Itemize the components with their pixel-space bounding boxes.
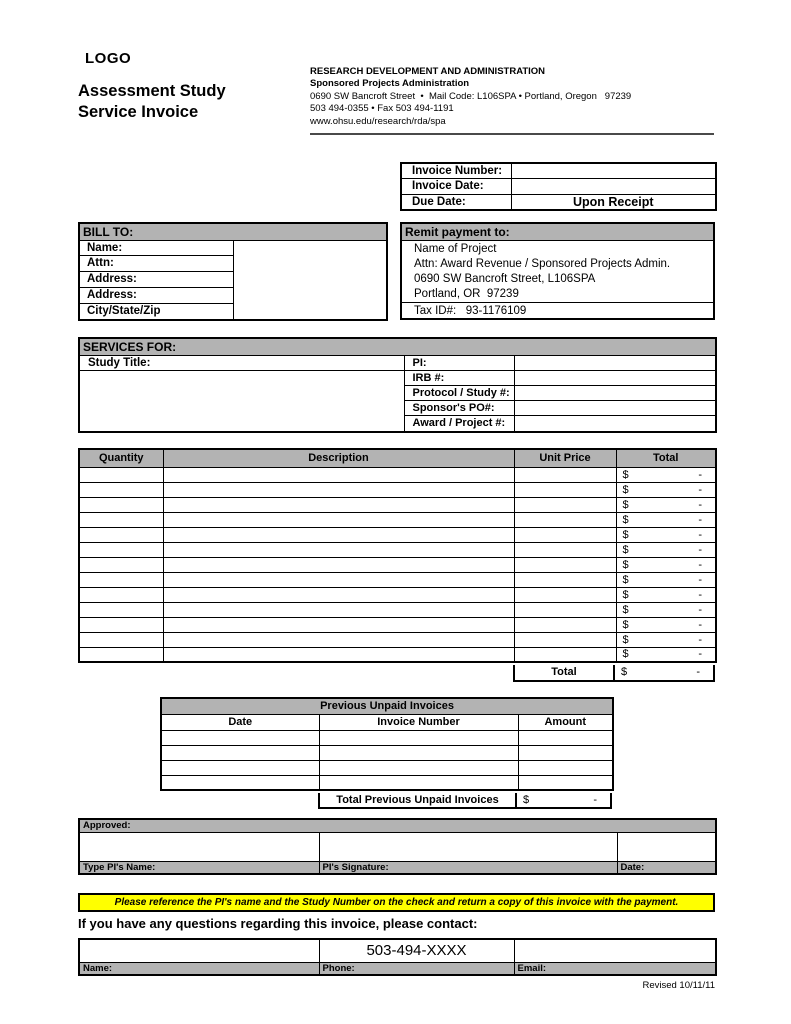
empty-amount: - (698, 633, 702, 646)
line-total-cell (616, 512, 716, 527)
services-header: SERVICES FOR: (79, 338, 716, 355)
previous-invoice-row (161, 745, 613, 760)
line-item-row (79, 587, 716, 602)
empty-amount: - (698, 543, 702, 556)
description-cell[interactable] (163, 467, 514, 482)
line-item-row (79, 632, 716, 647)
line-item-row (79, 602, 716, 617)
previous-invoice-number-cell[interactable] (319, 745, 518, 760)
previous-invoices-table (160, 697, 614, 791)
line-total-cell (616, 482, 716, 497)
description-column-header: Description (163, 449, 514, 467)
items-total-spacer (78, 665, 513, 682)
irb-field[interactable] (515, 371, 716, 386)
description-cell[interactable] (163, 572, 514, 587)
remit-section (400, 222, 715, 320)
unit-price-cell[interactable] (514, 512, 616, 527)
line-item-row (79, 527, 716, 542)
invoice-date-label: Invoice Date: (401, 179, 511, 195)
letterhead-org: RESEARCH DEVELOPMENT AND ADMINISTRATION (310, 66, 546, 77)
previous-invoices-total-row (160, 793, 612, 809)
unit-price-cell[interactable] (514, 587, 616, 602)
contact-email-label: Email: (514, 962, 716, 975)
currency-symbol: $ (622, 573, 629, 586)
previous-invoice-number-cell[interactable] (319, 760, 518, 775)
description-cell[interactable] (163, 557, 514, 572)
remit-line-4: Portland, OR 97239 (414, 288, 519, 301)
previous-invoice-row (161, 775, 613, 790)
document-title (78, 81, 226, 123)
unit-price-cell[interactable] (514, 647, 616, 662)
line-item-row (79, 572, 716, 587)
unit-price-cell[interactable] (514, 542, 616, 557)
line-item-row (79, 512, 716, 527)
study-title-cell (79, 355, 404, 432)
unit-price-column-header: Unit Price (514, 449, 616, 467)
description-cell[interactable] (163, 542, 514, 557)
quantity-cell[interactable] (79, 482, 163, 497)
logo: LOGO (85, 50, 132, 67)
quantity-cell[interactable] (79, 542, 163, 557)
due-date-label: Due Date: (401, 194, 511, 210)
currency-symbol: $ (622, 633, 629, 646)
approval-footer-row (79, 861, 716, 874)
unit-price-cell[interactable] (514, 527, 616, 542)
currency-symbol: $ (622, 558, 629, 571)
quantity-cell[interactable] (79, 632, 163, 647)
empty-amount: - (698, 483, 702, 496)
date-column-header: Date (161, 714, 319, 730)
description-cell[interactable] (163, 527, 514, 542)
protocol-study-field[interactable] (515, 386, 716, 401)
currency-symbol: $ (523, 794, 530, 806)
items-total-amount (615, 665, 715, 682)
line-total-cell (616, 542, 716, 557)
invoice-meta-table (400, 162, 717, 211)
bill-to-address1-label: Address: (80, 272, 233, 288)
due-date-value: Upon Receipt (511, 194, 716, 210)
invoice-number-field[interactable] (511, 163, 716, 179)
invoice-date-field[interactable] (511, 179, 716, 195)
approval-date-label: Date: (617, 861, 716, 874)
previous-total-spacer (160, 793, 318, 809)
contact-values-row (79, 939, 716, 962)
line-item-row (79, 497, 716, 512)
line-total-cell (616, 497, 716, 512)
currency-symbol: $ (622, 648, 629, 661)
contact-email-entry-area[interactable] (514, 939, 716, 962)
quantity-cell[interactable] (79, 572, 163, 587)
letterhead-dept: Sponsored Projects Administration (310, 78, 470, 90)
bill-to-entry-area[interactable] (233, 240, 387, 320)
previous-invoices-title-row (161, 698, 613, 714)
contact-heading: If you have any questions regarding this invoice, please contact: (78, 916, 478, 931)
due-date-row (401, 194, 716, 210)
line-total-cell (616, 572, 716, 587)
quantity-cell[interactable] (79, 467, 163, 482)
quantity-cell[interactable] (79, 602, 163, 617)
line-item-row (79, 467, 716, 482)
previous-invoices-header-row (161, 714, 613, 730)
document-title-line2: Service Invoice (78, 103, 199, 121)
description-cell[interactable] (163, 512, 514, 527)
approval-section (78, 818, 717, 875)
study-title-label: Study Title: (80, 356, 404, 371)
quantity-cell[interactable] (79, 587, 163, 602)
line-item-row (79, 617, 716, 632)
letterhead-website: www.ohsu.edu/research/rda/spa (310, 115, 446, 127)
letterhead-phone-fax: 503 494-0355 • Fax 503 494-1191 (310, 103, 454, 115)
invoice-number-label: Invoice Number: (401, 163, 511, 179)
line-total-cell (616, 557, 716, 572)
previous-invoice-amount-cell[interactable] (518, 730, 613, 745)
contact-footer-row (79, 962, 716, 975)
unit-price-cell[interactable] (514, 467, 616, 482)
currency-symbol: $ (622, 513, 629, 526)
bill-to-name-label: Name: (80, 241, 233, 257)
previous-total-label: Total Previous Unpaid Invoices (318, 793, 517, 809)
line-item-row (79, 647, 716, 662)
amount-column-header: Amount (518, 714, 613, 730)
quantity-cell[interactable] (79, 617, 163, 632)
revision-note: Revised 10/11/11 (642, 980, 715, 991)
previous-invoice-row (161, 760, 613, 775)
empty-amount: - (698, 498, 702, 511)
description-cell[interactable] (163, 647, 514, 662)
line-item-row (79, 482, 716, 497)
unit-price-cell[interactable] (514, 632, 616, 647)
remit-line-1: Name of Project (414, 242, 497, 255)
pi-signature-entry-area[interactable] (319, 832, 617, 861)
empty-amount: - (698, 528, 702, 541)
approved-header: Approved: (79, 819, 716, 832)
quantity-cell[interactable] (79, 647, 163, 662)
empty-amount: - (696, 666, 700, 678)
quantity-cell[interactable] (79, 497, 163, 512)
previous-invoice-number-cell[interactable] (319, 730, 518, 745)
unit-price-cell[interactable] (514, 602, 616, 617)
line-total-cell (616, 647, 716, 662)
bill-to-citystatezip-label: City/State/Zip (87, 304, 161, 317)
bill-to-section (78, 222, 388, 321)
remit-line-3: 0690 SW Bancroft Street, L106SPA (414, 272, 596, 285)
line-total-cell (616, 467, 716, 482)
previous-invoice-amount-cell[interactable] (518, 745, 613, 760)
line-total-cell (616, 602, 716, 617)
previous-invoices-title: Previous Unpaid Invoices (161, 698, 613, 714)
pi-field[interactable] (515, 356, 716, 371)
currency-symbol: $ (622, 483, 629, 496)
line-total-cell (616, 527, 716, 542)
approval-date-entry-area[interactable] (617, 832, 716, 861)
protocol-study-label: Protocol / Study #: (405, 386, 515, 401)
empty-amount: - (698, 603, 702, 616)
empty-amount: - (698, 513, 702, 526)
services-section (78, 337, 717, 433)
remit-line-2: Attn: Award Revenue / Sponsored Projects Admin. (414, 257, 671, 270)
unit-price-cell[interactable] (514, 497, 616, 512)
line-total-cell (616, 617, 716, 632)
invoice-number-column-header: Invoice Number (319, 714, 518, 730)
previous-invoice-date-cell[interactable] (161, 745, 319, 760)
study-title-entry-area[interactable] (80, 371, 404, 431)
line-total-cell (616, 587, 716, 602)
previous-invoice-amount-cell[interactable] (518, 760, 613, 775)
description-cell[interactable] (163, 482, 514, 497)
currency-symbol: $ (622, 603, 629, 616)
letterhead-address: 0690 SW Bancroft Street • Mail Code: L106SPA • Portland, Oregon 97239 (310, 90, 632, 102)
pi-name-entry-area[interactable] (79, 832, 319, 861)
quantity-cell[interactable] (79, 557, 163, 572)
empty-amount: - (698, 558, 702, 571)
sponsor-po-label: Sponsor's PO#: (405, 401, 515, 416)
description-cell[interactable] (163, 602, 514, 617)
description-cell[interactable] (163, 587, 514, 602)
items-total-row (78, 665, 715, 682)
currency-symbol: $ (622, 528, 629, 541)
award-project-field[interactable] (515, 416, 716, 431)
previous-invoice-date-cell[interactable] (161, 775, 319, 790)
line-items-header-row (79, 449, 716, 467)
description-cell[interactable] (163, 617, 514, 632)
payment-notice-banner: Please reference the PI's name and the Study Number on the check and return a copy of this invoice with the payment. (78, 893, 715, 912)
line-item-row (79, 557, 716, 572)
remit-address (401, 240, 714, 303)
bill-to-label-column (79, 240, 233, 320)
contact-phone-value: 503-494-XXXX (319, 939, 514, 962)
empty-amount: - (698, 618, 702, 631)
approval-entry-row (79, 832, 716, 861)
unit-price-cell[interactable] (514, 482, 616, 497)
currency-symbol: $ (622, 588, 629, 601)
irb-label: IRB #: (405, 371, 515, 386)
line-item-row (79, 542, 716, 557)
description-cell[interactable] (163, 632, 514, 647)
currency-symbol: $ (621, 666, 628, 678)
empty-amount: - (698, 573, 702, 586)
unit-price-cell[interactable] (514, 572, 616, 587)
contact-name-label: Name: (79, 962, 319, 975)
previous-invoice-amount-cell[interactable] (518, 775, 613, 790)
currency-symbol: $ (622, 468, 629, 481)
quantity-column-header: Quantity (79, 449, 163, 467)
line-total-cell (616, 632, 716, 647)
previous-total-amount (517, 793, 612, 809)
tax-id: Tax ID#: 93-1176109 (401, 303, 714, 319)
type-pi-name-label: Type PI's Name: (79, 861, 319, 874)
currency-symbol: $ (622, 618, 629, 631)
items-total-label: Total (513, 665, 615, 682)
sponsor-po-field[interactable] (515, 401, 716, 416)
previous-invoice-date-cell[interactable] (161, 730, 319, 745)
quantity-cell[interactable] (79, 527, 163, 542)
empty-amount: - (593, 794, 597, 806)
total-column-header: Total (616, 449, 716, 467)
line-items-table (78, 448, 717, 663)
unit-price-cell[interactable] (514, 617, 616, 632)
services-fields (404, 355, 716, 432)
previous-invoice-row (161, 730, 613, 745)
previous-invoice-date-cell[interactable] (161, 760, 319, 775)
previous-invoice-number-cell[interactable] (319, 775, 518, 790)
remit-header: Remit payment to: (401, 223, 714, 240)
currency-symbol: $ (622, 543, 629, 556)
quantity-cell[interactable] (79, 512, 163, 527)
empty-amount: - (698, 468, 702, 481)
unit-price-cell[interactable] (514, 557, 616, 572)
bill-to-address2-label: Address: (80, 288, 233, 304)
pi-label: PI: (405, 356, 515, 371)
document-title-line1: Assessment Study (78, 82, 226, 100)
currency-symbol: $ (622, 498, 629, 511)
letterhead (310, 66, 714, 135)
invoice-number-row (401, 163, 716, 179)
pi-signature-label: PI's Signature: (319, 861, 617, 874)
invoice-date-row (401, 179, 716, 195)
bill-to-attn-label: Attn: (80, 256, 233, 272)
contact-name-entry-area[interactable] (79, 939, 319, 962)
contact-table (78, 938, 717, 976)
empty-amount: - (698, 648, 702, 661)
description-cell[interactable] (163, 497, 514, 512)
empty-amount: - (698, 588, 702, 601)
award-project-label: Award / Project #: (405, 416, 515, 431)
bill-to-header: BILL TO: (79, 223, 387, 240)
contact-phone-label: Phone: (319, 962, 514, 975)
